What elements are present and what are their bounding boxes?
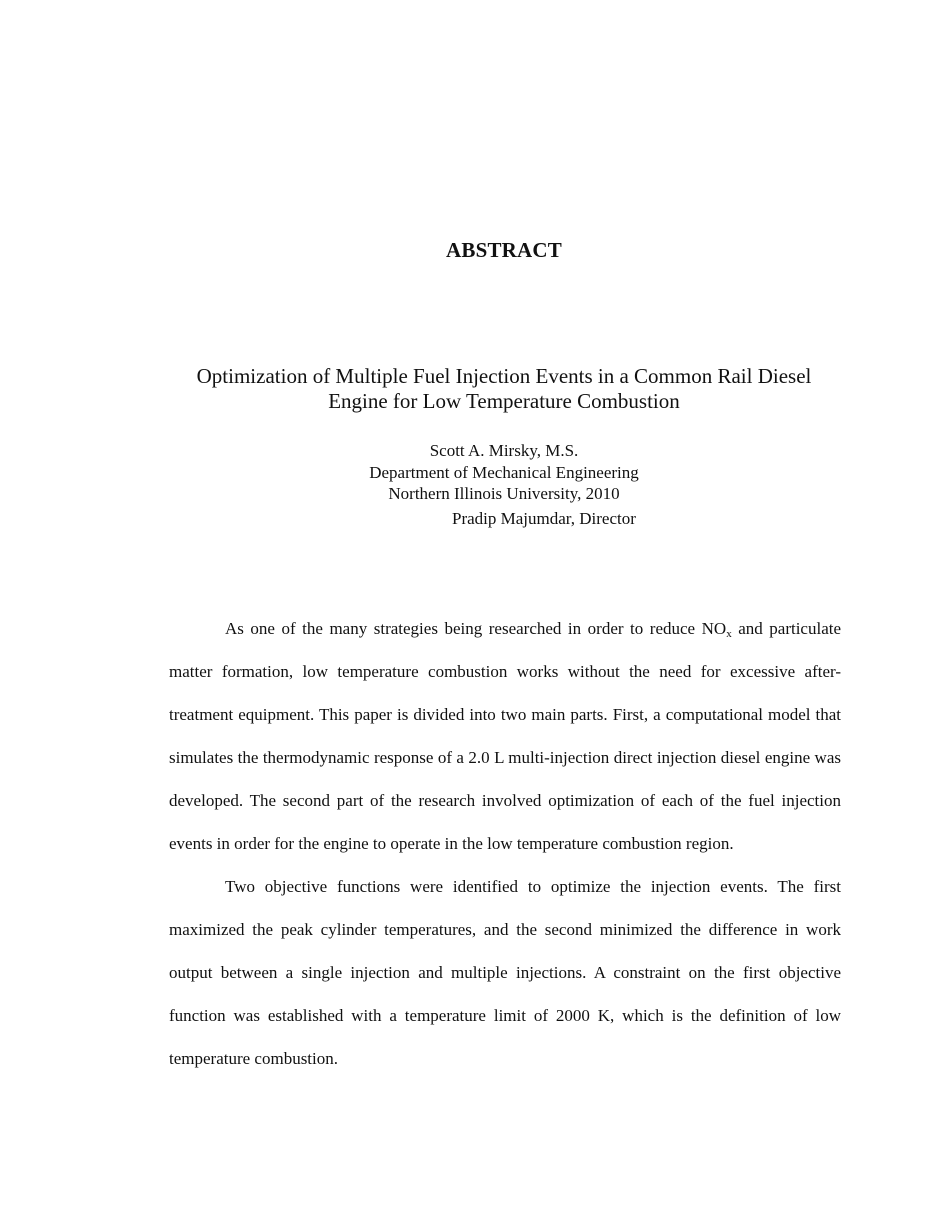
department-name: Department of Mechanical Engineering <box>369 462 639 482</box>
abstract-p1-rest: and particulate matter formation, low temperature combustion works without the need for excessive after-treatment equipment. This paper is divided into two main parts. First, a computational model that simulates the thermodynamic response of a 2.0 L multi-injection direct injection diesel engine was developed. The second part of the research involved optimization of each of the fuel injection events in order for the engine to operate in the low temperature combustion region. <box>169 619 842 853</box>
abstract-paragraph-1 <box>169 607 841 865</box>
author-block <box>168 440 840 505</box>
university-year: Northern Illinois University, 2010 <box>388 484 620 503</box>
thesis-title <box>168 364 840 414</box>
abstract-heading: ABSTRACT <box>446 238 562 262</box>
thesis-title-line-2: Engine for Low Temperature Combustion <box>328 389 680 413</box>
abstract-body <box>169 607 841 1080</box>
author-name: Scott A. Mirsky, M.S. <box>429 441 579 460</box>
nox-subscript: x <box>726 628 732 640</box>
abstract-paragraph-2: Two objective functions were identified to optimize the injection events. The first maximized the peak cylinder temperatures, and the second minimized the difference in work output between a single injection and multiple injections. A constraint on the first objective function was established with a temperature limit of 2000 K, which is the definition of low temperature combustion. <box>169 877 841 1068</box>
thesis-title-line-1: Optimization of Multiple Fuel Injection Events in a Common Rail Diesel <box>196 364 812 388</box>
director-name: Pradip Majumdar, Director <box>452 509 636 528</box>
abstract-p1-start: As one of the many strategies being researched in order to reduce NO <box>225 619 727 638</box>
